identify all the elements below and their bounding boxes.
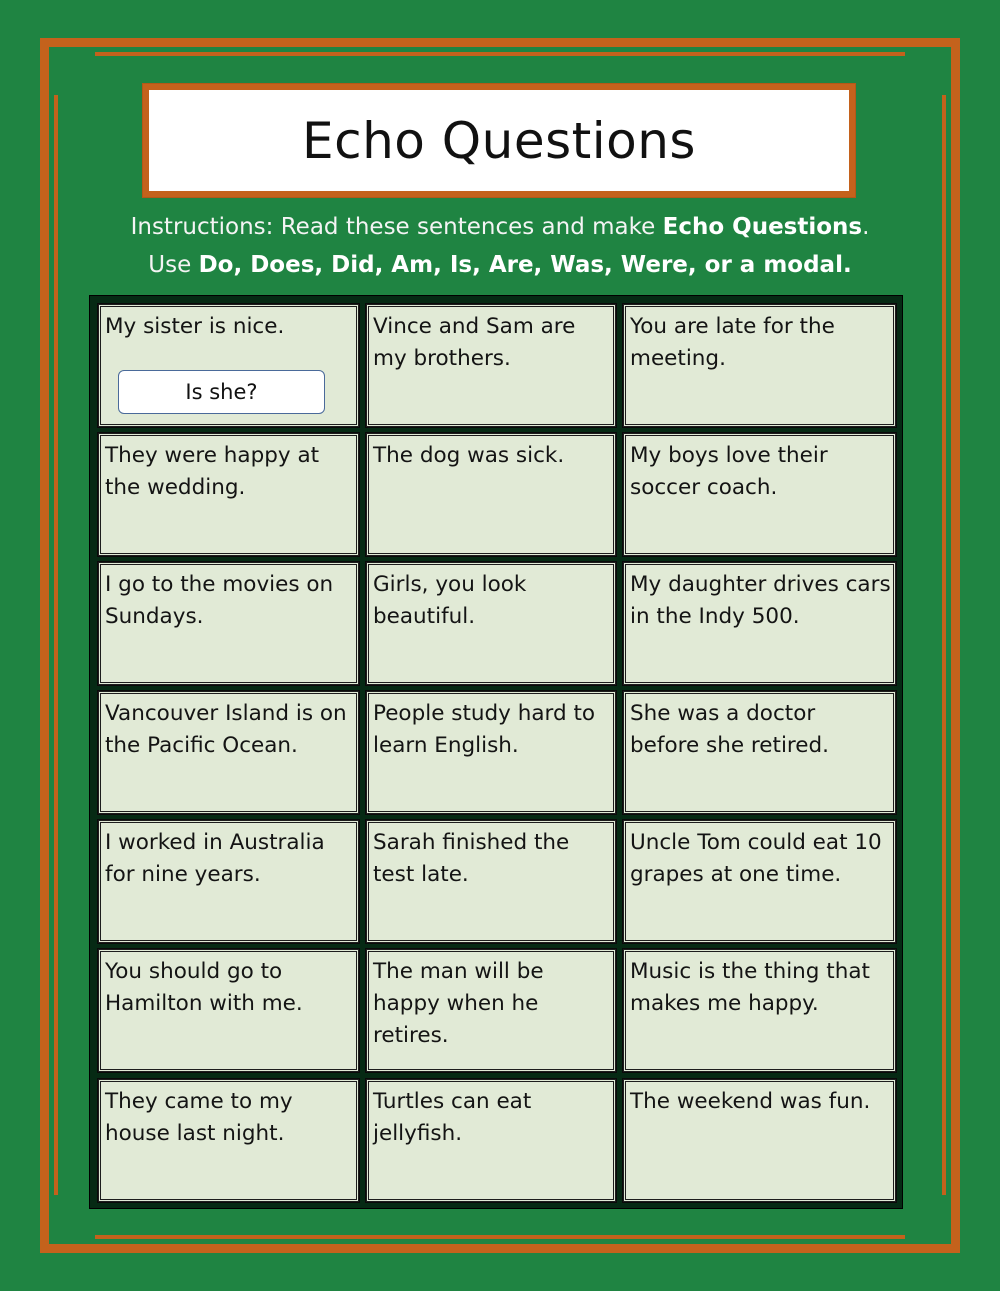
frame-line-top	[75, 38, 925, 47]
frame-corner	[951, 38, 960, 82]
sentence-text: She was a doctor before she retired.	[630, 701, 829, 758]
frame-corner	[40, 38, 49, 82]
instructions-line-2	[60, 246, 940, 284]
sentence-text: I worked in Australia for nine years.	[105, 830, 325, 887]
sentence-cell	[366, 562, 616, 685]
sentence-grid	[89, 295, 903, 1209]
sentence-cell	[623, 304, 896, 427]
sentence-cell	[366, 1079, 616, 1202]
frame-corner	[40, 1209, 49, 1253]
instructions-line-2-prefix: Use	[148, 252, 199, 278]
sentence-text: My sister is nice.	[105, 314, 285, 339]
frame-line-bottom-inner	[95, 1235, 905, 1239]
sentence-cell	[98, 691, 359, 814]
frame-line-right	[951, 75, 960, 1215]
sentence-cell	[623, 949, 896, 1072]
sentence-text: The dog was sick.	[373, 443, 565, 468]
sentence-text: The man will be happy when he retires.	[373, 959, 544, 1048]
sentence-text: Turtles can eat jellyfish.	[373, 1089, 532, 1146]
frame-line-left	[40, 75, 49, 1215]
frame-line-bottom	[75, 1244, 925, 1253]
sentence-cell	[98, 562, 359, 685]
sentence-cell	[98, 949, 359, 1072]
sentence-text: Girls, you look beautiful.	[373, 572, 527, 629]
frame-line-left-inner	[54, 95, 58, 1195]
sentence-text: Music is the thing that makes me happy.	[630, 959, 870, 1016]
sentence-text: My boys love their soccer coach.	[630, 443, 828, 500]
instructions	[60, 208, 940, 284]
sentence-text: Sarah finished the test late.	[373, 830, 570, 887]
sentence-text: Vince and Sam are my brothers.	[373, 314, 576, 371]
page-title: Echo Questions	[302, 111, 696, 170]
instructions-line-1	[60, 208, 940, 246]
sentence-cell	[623, 1079, 896, 1202]
example-answer-field[interactable]: Is she?	[118, 370, 325, 414]
sentence-cell	[98, 1079, 359, 1202]
sentence-cell	[366, 433, 616, 556]
sentence-cell	[623, 433, 896, 556]
sentence-text: Vancouver Island is on the Pacific Ocean.	[105, 701, 347, 758]
sentence-text: I go to the movies on Sundays.	[105, 572, 334, 629]
sentence-cell	[623, 820, 896, 943]
sentence-text: My daughter drives cars in the Indy 500.	[630, 572, 891, 629]
sentence-cell	[366, 304, 616, 427]
sentence-cell	[623, 691, 896, 814]
sentence-cell	[98, 304, 359, 427]
sentence-text: You are late for the meeting.	[630, 314, 835, 371]
instructions-line-1-prefix: Instructions: Read these sentences and make	[130, 214, 663, 240]
sentence-cell	[623, 562, 896, 685]
sentence-text: People study hard to learn English.	[373, 701, 596, 758]
sentence-cell	[366, 691, 616, 814]
instructions-line-2-bold: Do, Does, Did, Am, Is, Are, Was, Were, or a modal.	[198, 252, 852, 278]
sentence-text: You should go to Hamilton with me.	[105, 959, 303, 1016]
sentence-text: Uncle Tom could eat 10 grapes at one time.	[630, 830, 882, 887]
sentence-text: They were happy at the wedding.	[105, 443, 320, 500]
sentence-text: The weekend was fun.	[630, 1089, 871, 1114]
frame-line-right-inner	[942, 95, 946, 1195]
sentence-cell	[366, 949, 616, 1072]
frame-corner	[951, 1209, 960, 1253]
instructions-line-1-bold: Echo Questions	[662, 214, 863, 240]
title-box	[143, 84, 855, 197]
sentence-cell	[366, 820, 616, 943]
instructions-line-1-suffix: .	[862, 214, 870, 240]
sentence-cell	[98, 820, 359, 943]
sentence-cell	[98, 433, 359, 556]
sentence-text: They came to my house last night.	[105, 1089, 293, 1146]
frame-line-top-inner	[95, 52, 905, 56]
